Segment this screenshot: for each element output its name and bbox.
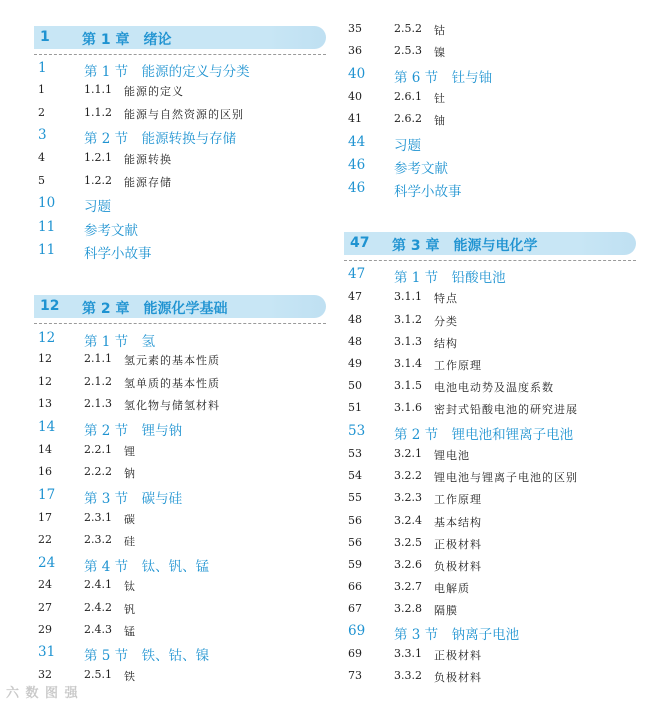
entry-number: 3.1.6 <box>394 401 422 414</box>
entry-page-number: 50 <box>348 379 362 392</box>
entry-title: 能源转换 <box>124 153 172 166</box>
subsection-entry[interactable] <box>38 465 328 485</box>
subsection-entry[interactable] <box>38 578 328 598</box>
entry-title: 硅 <box>124 535 136 548</box>
entry-number: 2.5.3 <box>394 44 422 57</box>
entry-title: 工作原理 <box>434 493 482 506</box>
entry-page-number: 5 <box>38 174 45 187</box>
subsection-entry[interactable] <box>38 375 328 395</box>
entry-number: 3.2.5 <box>394 536 422 549</box>
subsection-entry[interactable] <box>38 443 328 463</box>
entry-number: 2.6.2 <box>394 112 422 125</box>
entry-page-number: 31 <box>38 644 56 660</box>
entry-page-number: 11 <box>38 242 56 258</box>
entry-number: 3.1.1 <box>394 290 422 303</box>
section-entry[interactable] <box>38 419 328 439</box>
entry-title: 第 2 节 能源转换与存储 <box>84 131 237 147</box>
entry-title: 第 4 节 钛、钒、锰 <box>84 559 210 575</box>
subsection-entry[interactable] <box>348 580 638 600</box>
entry-page-number: 53 <box>348 423 366 439</box>
entry-title: 碳 <box>124 513 136 526</box>
chapter-title: 第 1 章 绪论 <box>82 32 172 48</box>
entry-page-number: 3 <box>38 127 47 143</box>
misc-entry[interactable] <box>38 219 328 239</box>
chapter-page-number: 1 <box>40 29 50 45</box>
entry-title: 锂电池 <box>434 449 470 462</box>
section-entry[interactable] <box>348 66 638 86</box>
entry-page-number: 40 <box>348 90 362 103</box>
section-entry[interactable] <box>38 644 328 664</box>
entry-page-number: 67 <box>348 602 362 615</box>
entry-number: 3.2.2 <box>394 469 422 482</box>
entry-page-number: 66 <box>348 580 362 593</box>
chapter-page-number: 47 <box>350 235 370 251</box>
subsection-entry[interactable] <box>38 151 328 171</box>
entry-number: 3.2.8 <box>394 602 422 615</box>
entry-page-number: 32 <box>38 668 52 681</box>
entry-title: 锰 <box>124 625 136 638</box>
entry-page-number: 47 <box>348 266 366 282</box>
entry-page-number: 27 <box>38 601 52 614</box>
entry-page-number: 24 <box>38 578 52 591</box>
subsection-entry[interactable] <box>348 669 638 689</box>
subsection-entry[interactable] <box>348 22 638 42</box>
misc-entry[interactable] <box>348 180 638 200</box>
subsection-entry[interactable] <box>38 623 328 643</box>
entry-title: 特点 <box>434 292 458 305</box>
entry-page-number: 36 <box>348 44 362 57</box>
entry-title: 正极材料 <box>434 538 482 551</box>
entry-page-number: 46 <box>348 180 366 196</box>
entry-page-number: 24 <box>38 555 56 571</box>
entry-number: 2.4.1 <box>84 578 112 591</box>
entry-number: 2.4.3 <box>84 623 112 636</box>
entry-number: 3.1.4 <box>394 357 422 370</box>
entry-number: 2.3.1 <box>84 511 112 524</box>
entry-number: 2.1.2 <box>84 375 112 388</box>
entry-title: 第 5 节 铁、钴、镍 <box>84 648 210 664</box>
entry-title: 正极材料 <box>434 649 482 662</box>
entry-page-number: 55 <box>348 491 362 504</box>
entry-number: 2.4.2 <box>84 601 112 614</box>
entry-number: 3.1.2 <box>394 313 422 326</box>
entry-page-number: 10 <box>38 195 56 211</box>
subsection-entry[interactable] <box>38 511 328 531</box>
entry-title: 电解质 <box>434 582 470 595</box>
entry-number: 2.3.2 <box>84 533 112 546</box>
misc-entry[interactable] <box>348 134 638 154</box>
entry-page-number: 69 <box>348 647 362 660</box>
entry-number: 3.3.1 <box>394 647 422 660</box>
entry-page-number: 14 <box>38 443 52 456</box>
subsection-entry[interactable] <box>348 401 638 421</box>
subsection-entry[interactable] <box>348 357 638 377</box>
entry-title: 第 3 节 碳与硅 <box>84 491 183 507</box>
entry-title: 习题 <box>394 138 421 154</box>
entry-number: 2.1.3 <box>84 397 112 410</box>
entry-page-number: 35 <box>348 22 362 35</box>
entry-title: 电池电动势及温度系数 <box>434 381 554 394</box>
entry-page-number: 51 <box>348 401 362 414</box>
entry-page-number: 12 <box>38 375 52 388</box>
entry-title: 钠 <box>124 467 136 480</box>
entry-page-number: 14 <box>38 419 56 435</box>
entry-title: 铀 <box>434 114 446 127</box>
entry-title: 第 3 节 钠离子电池 <box>394 627 520 643</box>
entry-number: 3.3.2 <box>394 669 422 682</box>
subsection-entry[interactable] <box>348 335 638 355</box>
subsection-entry[interactable] <box>38 174 328 194</box>
entry-page-number: 54 <box>348 469 362 482</box>
subsection-entry[interactable] <box>38 83 328 103</box>
subsection-entry[interactable] <box>348 90 638 110</box>
subsection-entry[interactable] <box>348 491 638 511</box>
misc-entry[interactable] <box>38 242 328 262</box>
entry-number: 3.2.1 <box>394 447 422 460</box>
entry-title: 负极材料 <box>434 671 482 684</box>
entry-number: 3.2.4 <box>394 514 422 527</box>
entry-page-number: 56 <box>348 514 362 527</box>
entry-title: 铁 <box>124 670 136 683</box>
entry-page-number: 11 <box>38 219 56 235</box>
entry-page-number: 17 <box>38 487 56 503</box>
entry-number: 3.1.3 <box>394 335 422 348</box>
entry-number: 2.1.1 <box>84 352 112 365</box>
section-entry[interactable] <box>38 127 328 147</box>
entry-page-number: 73 <box>348 669 362 682</box>
entry-page-number: 13 <box>38 397 52 410</box>
entry-title: 能源的定义 <box>124 85 184 98</box>
misc-entry[interactable] <box>38 195 328 215</box>
entry-title: 氢单质的基本性质 <box>124 377 220 390</box>
section-entry[interactable] <box>38 60 328 80</box>
entry-title: 钒 <box>124 603 136 616</box>
entry-page-number: 22 <box>38 533 52 546</box>
entry-title: 钍 <box>434 92 446 105</box>
entry-title: 锂 <box>124 445 136 458</box>
entry-number: 3.1.5 <box>394 379 422 392</box>
section-entry[interactable] <box>348 423 638 443</box>
entry-page-number: 4 <box>38 151 45 164</box>
entry-page-number: 40 <box>348 66 366 82</box>
entry-title: 参考文献 <box>394 161 448 177</box>
subsection-entry[interactable] <box>348 447 638 467</box>
subsection-entry[interactable] <box>348 469 638 489</box>
entry-page-number: 1 <box>38 60 47 76</box>
section-entry[interactable] <box>348 266 638 286</box>
entry-number: 3.2.6 <box>394 558 422 571</box>
entry-title: 参考文献 <box>84 223 138 239</box>
entry-title: 第 1 节 铅酸电池 <box>394 270 506 286</box>
entry-title: 第 1 节 氢 <box>84 334 156 350</box>
watermark-logo: 六 数 图 强 <box>6 686 79 701</box>
chapter-heading[interactable] <box>34 26 326 49</box>
entry-page-number: 16 <box>38 465 52 478</box>
subsection-entry[interactable] <box>348 514 638 534</box>
subsection-entry[interactable] <box>38 352 328 372</box>
entry-title: 钛 <box>124 580 136 593</box>
entry-page-number: 29 <box>38 623 52 636</box>
entry-title: 工作原理 <box>434 359 482 372</box>
section-entry[interactable] <box>38 555 328 575</box>
entry-page-number: 44 <box>348 134 366 150</box>
subsection-entry[interactable] <box>348 602 638 622</box>
entry-page-number: 59 <box>348 558 362 571</box>
subsection-entry[interactable] <box>38 397 328 417</box>
subsection-entry[interactable] <box>348 290 638 310</box>
entry-title: 隔膜 <box>434 604 458 617</box>
entry-page-number: 2 <box>38 106 45 119</box>
entry-title: 氢元素的基本性质 <box>124 354 220 367</box>
subsection-entry[interactable] <box>348 313 638 333</box>
chapter-heading[interactable] <box>344 232 636 255</box>
entry-page-number: 47 <box>348 290 362 303</box>
entry-page-number: 12 <box>38 352 52 365</box>
subsection-entry[interactable] <box>38 533 328 553</box>
subsection-entry[interactable] <box>348 44 638 64</box>
entry-title: 钴 <box>434 24 446 37</box>
entry-title: 第 6 节 钍与铀 <box>394 70 493 86</box>
entry-page-number: 41 <box>348 112 362 125</box>
entry-title: 能源与自然资源的区别 <box>124 108 244 121</box>
subsection-entry[interactable] <box>348 536 638 556</box>
chapter-title: 第 2 章 能源化学基础 <box>82 301 228 317</box>
entry-title: 第 1 节 能源的定义与分类 <box>84 64 250 80</box>
entry-title: 科学小故事 <box>84 246 152 262</box>
entry-title: 能源存储 <box>124 176 172 189</box>
section-entry[interactable] <box>38 330 328 350</box>
subsection-entry[interactable] <box>38 601 328 621</box>
chapter-heading[interactable] <box>34 295 326 318</box>
subsection-entry[interactable] <box>38 668 328 688</box>
entry-number: 1.1.2 <box>84 106 112 119</box>
chapter-title: 第 3 章 能源与电化学 <box>392 238 538 254</box>
entry-number: 1.1.1 <box>84 83 112 96</box>
entry-number: 2.6.1 <box>394 90 422 103</box>
entry-title: 分类 <box>434 315 458 328</box>
entry-number: 2.2.2 <box>84 465 112 478</box>
entry-page-number: 53 <box>348 447 362 460</box>
entry-page-number: 17 <box>38 511 52 524</box>
entry-title: 科学小故事 <box>394 184 462 200</box>
entry-page-number: 56 <box>348 536 362 549</box>
entry-page-number: 69 <box>348 623 366 639</box>
entry-title: 氢化物与储氢材料 <box>124 399 220 412</box>
entry-number: 1.2.2 <box>84 174 112 187</box>
entry-title: 基本结构 <box>434 516 482 529</box>
entry-title: 第 2 节 锂电池和锂离子电池 <box>394 427 574 443</box>
subsection-entry[interactable] <box>348 112 638 132</box>
subsection-entry[interactable] <box>348 379 638 399</box>
subsection-entry[interactable] <box>348 558 638 578</box>
entry-number: 3.2.7 <box>394 580 422 593</box>
entry-number: 2.5.2 <box>394 22 422 35</box>
section-entry[interactable] <box>348 623 638 643</box>
entry-title: 结构 <box>434 337 458 350</box>
subsection-entry[interactable] <box>348 647 638 667</box>
entry-page-number: 49 <box>348 357 362 370</box>
entry-title: 第 2 节 锂与钠 <box>84 423 183 439</box>
entry-number: 2.2.1 <box>84 443 112 456</box>
entry-number: 2.5.1 <box>84 668 112 681</box>
entry-page-number: 46 <box>348 157 366 173</box>
entry-page-number: 48 <box>348 335 362 348</box>
entry-title: 负极材料 <box>434 560 482 573</box>
entry-page-number: 1 <box>38 83 45 96</box>
entry-number: 3.2.3 <box>394 491 422 504</box>
chapter-page-number: 12 <box>40 298 60 314</box>
entry-page-number: 48 <box>348 313 362 326</box>
misc-entry[interactable] <box>348 157 638 177</box>
entry-title: 习题 <box>84 199 111 215</box>
entry-title: 密封式铅酸电池的研究进展 <box>434 403 578 416</box>
section-entry[interactable] <box>38 487 328 507</box>
subsection-entry[interactable] <box>38 106 328 126</box>
entry-title: 锂电池与锂离子电池的区别 <box>434 471 578 484</box>
entry-page-number: 12 <box>38 330 56 346</box>
entry-title: 镍 <box>434 46 446 59</box>
entry-number: 1.2.1 <box>84 151 112 164</box>
